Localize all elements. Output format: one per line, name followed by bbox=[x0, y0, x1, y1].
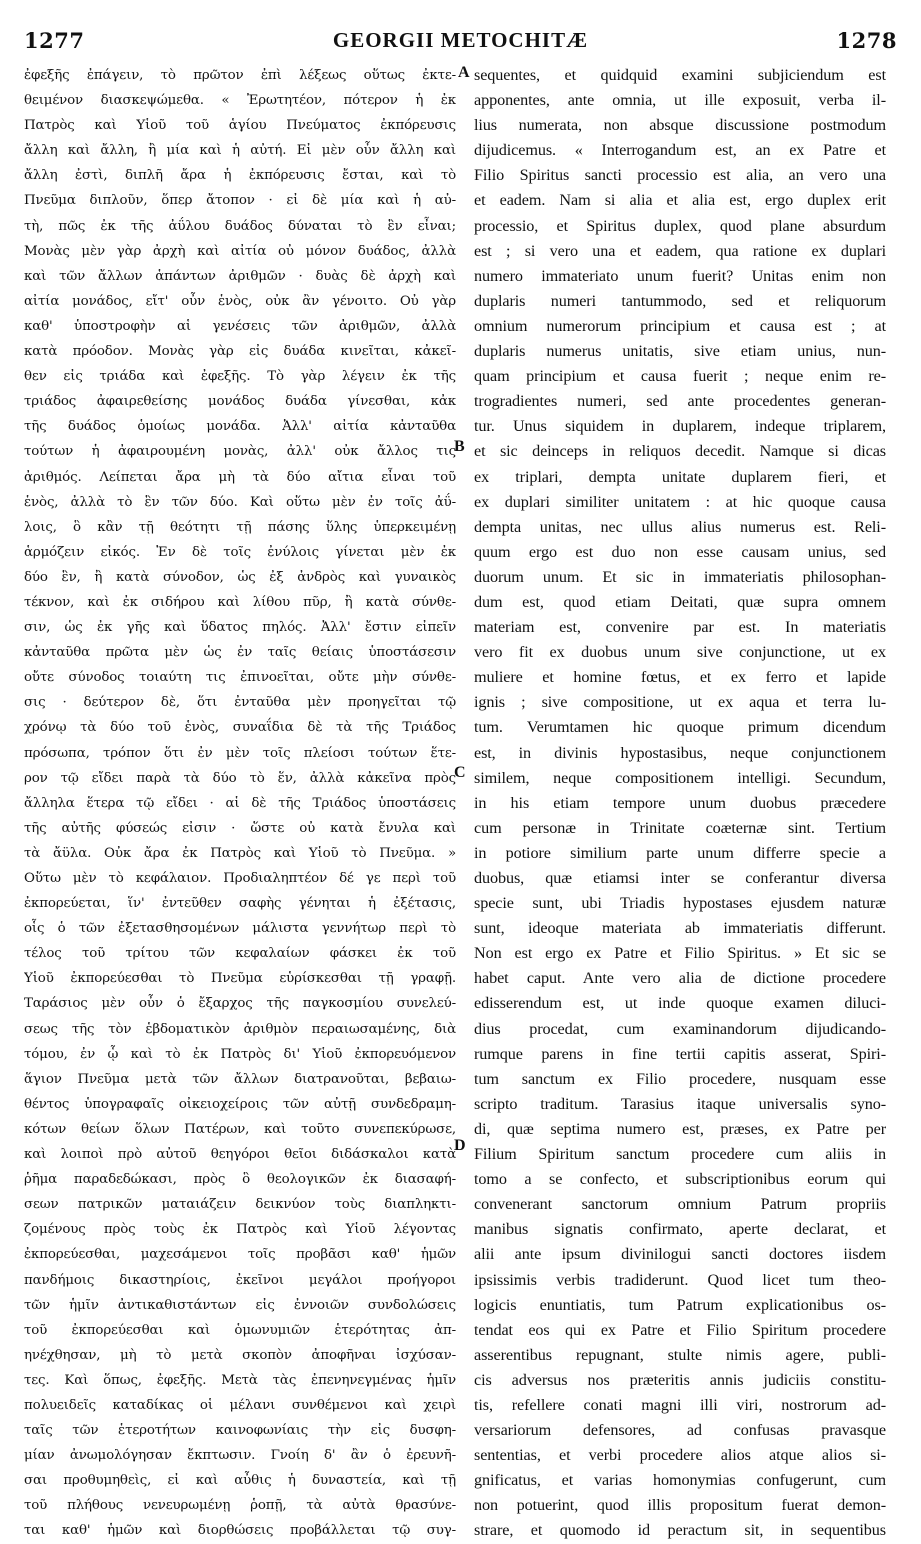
greek-text-line: ῥῆμα παραδεδώκασι, πρὸς ὃ θεολογικῶν ἐκ διασαφή- bbox=[24, 1172, 456, 1188]
latin-text-line: tis, refellere conati magni illi viri, nostrorum ad- bbox=[474, 1395, 886, 1414]
greek-text-line: ζομένους πρὸς τοὺς ἐκ Πατρὸς καὶ Υἱοῦ λέγοντας bbox=[24, 1222, 456, 1238]
margin-marker-b: B bbox=[454, 438, 465, 455]
greek-text-line: οἷς ὁ τῶν ἐξετασθησομένων μάλιστα γεννήτωρ περὶ τὸ bbox=[24, 921, 456, 937]
greek-text-line: κατὰ πρόοδον. Μονὰς γὰρ εἰς δυάδα κινεῖται, κἀκεῖ- bbox=[24, 344, 456, 360]
greek-text-line: ἀριθμός. Λείπεται ἄρα μὴ τὰ δύο αἴτια εἶναι τοῦ bbox=[24, 469, 456, 485]
latin-text-line: trogradientes numeri, sed ante procedentes generan- bbox=[474, 392, 886, 411]
greek-text-line: ταῖς τῶν ἑτεροτήτων καινοφωνίαις τὴν εἰς δυσφη- bbox=[24, 1423, 456, 1439]
latin-text-line: tendat eos qui ex Patre et Filio Spiritum procedere bbox=[474, 1320, 886, 1339]
greek-text-line: πανδήμοις δικαστηρίοις, ἐκεῖνοι μεγάλοι προήγοροι bbox=[24, 1272, 456, 1288]
greek-text-line: τὴ, πῶς ἐκ τῆς ἀΰλου δυάδος δύναται τὸ ἓν εἶναι; bbox=[24, 218, 456, 234]
latin-text-line: logicis enuntiatis, tum Patrum explicationibus os- bbox=[474, 1295, 886, 1314]
greek-text-line: τες. Καὶ ὅπως, ἐφεξῆς. Μετὰ τὰς ἐπενηνεγμένας ἡμῖν bbox=[24, 1372, 456, 1388]
latin-text-line: alii ante ipsum divinilogui sancti doctores iisdem bbox=[474, 1245, 886, 1264]
greek-text-line: χρόνῳ τὰ δύο τοῦ ἑνὸς, συναΐδια δὲ τὰ τῆς Τριάδος bbox=[24, 720, 456, 736]
greek-text-line: τοῦ ἐκπορεύεσθαι καὶ ὁμωνυμιῶν ἑτερότητας ἀπ- bbox=[24, 1322, 456, 1338]
latin-text-line: materiam est, convenire par est. In materiatis bbox=[474, 618, 886, 637]
latin-text-line: di, quæ septima numero est, præses, ex Patre per bbox=[474, 1119, 886, 1138]
latin-text-line: est ; si vero una et eadem, qua ratione ex duplari bbox=[474, 241, 886, 260]
greek-text-line: Πνεῦμα διπλοῦν, ὅπερ ἄτοπον · εἰ δὲ μία καὶ ἡ αὐ- bbox=[24, 193, 456, 209]
greek-text-line: οὔτε σύνοδος τοιαύτη τις ἐπινοεῖται, οὔτε μὴν σύνθε- bbox=[24, 670, 456, 686]
greek-text-line: τέλος τοῦ τρίτου τῶν κεφαλαίων φάσκει ἐκ τοῦ bbox=[24, 946, 456, 962]
latin-text-line: cis adversus nos præteritis annis judiciis constitu- bbox=[474, 1370, 886, 1389]
greek-text-line: τριάδος ἀφαιρεθείσης μονάδος δυάδα γίνεσθαι, κἀκ bbox=[24, 394, 456, 410]
latin-text-line: ipsissimis verbis tradiderunt. Quod licet tum theo- bbox=[474, 1270, 886, 1289]
latin-text-line: ex triplari, dempta unitate duplarem fieri, et bbox=[474, 467, 886, 486]
greek-text-line: καὶ λοιποὶ πρὸ αὐτοῦ θεηγόροι θεῖοι διδάσκαλοι κατὰ bbox=[24, 1147, 456, 1163]
latin-text-line: omnium numerorum principium et causa est ; at bbox=[474, 316, 886, 335]
latin-text-line: manibus signatis confirmato, aperte declarat, et bbox=[474, 1220, 886, 1239]
latin-text-line: muliere et homine fœtus, et ex ferro et lapide bbox=[474, 668, 886, 687]
latin-text-line: sententias, et verbi procedere alios atque alios si- bbox=[474, 1446, 886, 1465]
greek-text-line: τόμου, ἐν ᾧ καὶ τὸ ἐκ Πατρὸς δι' Υἱοῦ ἐκπορευόμενον bbox=[24, 1046, 456, 1062]
greek-text-line: θεν εἰς τριάδα καὶ ἐφεξῆς. Τὸ γὰρ λέγειν ἐκ τῆς bbox=[24, 369, 456, 385]
latin-text-line: dum est, quod etiam Deitati, quæ supra omnem bbox=[474, 592, 886, 611]
latin-text-line: numero immateriato unum fuerit? Unitas enim non bbox=[474, 266, 886, 285]
greek-text-line: Οὕτω μὲν τὸ κεφάλαιον. Προδιαληπτέον δέ γε περὶ τοῦ bbox=[24, 871, 456, 886]
margin-marker-c: C bbox=[454, 764, 466, 781]
latin-text-line: ignis ; sive compositione, ut ex aqua et terra lu- bbox=[474, 693, 886, 712]
latin-text-line: duorum unum. Et sic in immateriatis philosophan- bbox=[474, 567, 886, 586]
greek-text-line: κότων θείων ὅλων Πατέρων, καὶ τοῦτο συνεπεκύρωσε, bbox=[24, 1121, 456, 1137]
latin-text-line: edisserendum est, ut inde quoque examen diluci- bbox=[474, 994, 886, 1013]
greek-text-line: θειμένον διασκεψώμεθα. « Ἐρωτητέον, πότερον ἡ ἐκ bbox=[24, 93, 456, 109]
left-page-number: 1277 bbox=[24, 28, 85, 53]
latin-text-line: est, in divinis hypostasibus, neque conjunctionem bbox=[474, 743, 886, 762]
greek-text-line: καὶ τῶν ἄλλων ἁπάντων ἀριθμῶν · δυὰς δὲ ἀρχὴ καὶ bbox=[24, 268, 456, 284]
greek-text-line: σεως τῆς τὸν ἑβδοματικὸν ἀριθμὸν περαιωσαμένης, διὰ bbox=[24, 1021, 456, 1037]
page-header bbox=[0, 28, 921, 62]
greek-text-line: πρόσωπα, τρόπον ὅτι ἐν μὲν τοῖς πλείοσι τούτων ἕτε- bbox=[24, 745, 456, 761]
greek-text-line: Πατρὸς καὶ Υἱοῦ τοῦ ἁγίου Πνεύματος ἐκπόρευσις bbox=[24, 118, 456, 134]
greek-text-line: πολυειδεῖς καταδίκας οἱ μέλανι συνθέμενοι καὶ χειρὶ bbox=[24, 1397, 456, 1413]
latin-text-line: Non est ergo ex Patre et Filio Spiritus. » Et sic se bbox=[474, 944, 886, 963]
greek-text-line: τῆς αὐτῆς φύσεώς εἰσιν · ὥστε οὐ κατὰ ἔνυλα καὶ bbox=[24, 820, 456, 836]
greek-text-line: τῆς δυάδος ὁμοίως μονάδα. Ἀλλ' αἰτία κἀνταῦθα bbox=[24, 419, 456, 435]
latin-text-line: et sic deinceps in reliquos decedit. Namque si dicas bbox=[474, 442, 886, 461]
greek-text-line: ἁρμόζειν εἰκός. Ἐν δὲ τοῖς ἐνύλοις γίνεται μὲν ἐκ bbox=[24, 544, 456, 560]
latin-text-line: cum personæ in Trinitate coæternæ sint. Tertium bbox=[474, 818, 886, 837]
latin-text-line: Filio Spiritus sancti processio est alia, an vero una bbox=[474, 166, 886, 185]
greek-text-line: ἄλλη ἐστὶ, διπλῆ ἄρα ἡ ἐκπόρευσις ἔσται, καὶ τὸ bbox=[24, 168, 456, 184]
latin-text-line: tur. Unus siquidem in duplarem, indeque triplarem, bbox=[474, 417, 886, 436]
greek-text-line: δύο ἓν, ἢ κατὰ σύνοδον, ὡς ἐξ ἀνδρὸς καὶ γυναικὸς bbox=[24, 569, 456, 585]
greek-text-line: ἄλλη καὶ ἄλλη, ἢ μία καὶ ἡ αὐτή. Εἰ μὲν οὖν ἄλλη καὶ bbox=[24, 143, 456, 159]
greek-text-line: Μονὰς μὲν γὰρ ἀρχὴ καὶ αἰτία οὐ μόνον δυάδος, ἀλλὰ bbox=[24, 243, 456, 259]
latin-text-line: similem, neque compositionem intelligi. Secundum, bbox=[474, 768, 886, 787]
latin-text-line: tomo a se confecto, et subscriptionibus eorum qui bbox=[474, 1170, 886, 1189]
greek-column bbox=[24, 63, 456, 1544]
greek-text-line: ἐκπορεύεται, ἵν' ἐντεῦθεν σαφὴς γένηται ἡ ἐξέτασις, bbox=[24, 896, 456, 912]
latin-text-line: tum sanctum ex Filio procedere, nusquam esse bbox=[474, 1069, 886, 1088]
greek-text-line: κἀνταῦθα πρῶτα μὲν ὡς ἐν ταῖς θείαις ὑποστάσεσιν bbox=[24, 645, 456, 661]
latin-text-line: et eadem. Nam si alia et alia est, ergo duplex erit bbox=[474, 191, 886, 210]
greek-text-line: τέκνον, καὶ ἐκ σιδήρου καὶ λίθου πῦρ, ἢ κατὰ σύνθε- bbox=[24, 594, 456, 610]
latin-text-line: apponentes, ante omnia, ut ille exposuit, verba il- bbox=[474, 91, 886, 110]
right-page-number: 1278 bbox=[836, 28, 897, 53]
greek-text-line: σις · δεύτερον δὲ, ὅτι ἐνταῦθα μὲν προηγεῖται τῷ bbox=[24, 695, 456, 711]
latin-text-line: strare, et quomodo id peractum sit, in sequentibus bbox=[474, 1521, 886, 1540]
latin-text-line: convenerant sanctorum omnium Patrum propriis bbox=[474, 1195, 886, 1214]
greek-text-line: ται καθ' ἡμῶν καὶ διορθώσεις προβάλλεται τῷ συγ- bbox=[24, 1523, 456, 1539]
latin-text-line: lius numerata, non absque discussione postmodum bbox=[474, 116, 886, 135]
latin-text-line: habet caput. Ante vero alia de dictione procedere bbox=[474, 969, 886, 988]
latin-text-line: duplaris numerus unitatis, sive etiam unius, nun- bbox=[474, 342, 886, 361]
greek-text-line: ηνέχθησαν, μὴ τὸ μετὰ σκοπὸν ἀποφῆναι ἰσχύσαν- bbox=[24, 1347, 456, 1363]
latin-text-line: asserentibus repugnant, stulte nimis agere, publi- bbox=[474, 1345, 886, 1364]
latin-text-line: dius procedat, cum examinandorum dijudicando- bbox=[474, 1019, 886, 1038]
latin-text-line: duplaris numeri tantummodo, sed et reliquorum bbox=[474, 291, 886, 310]
latin-column bbox=[474, 63, 886, 1544]
latin-text-line: in his etiam tempore unum duobus præcedere bbox=[474, 793, 886, 812]
margin-marker-a: A bbox=[458, 64, 470, 81]
greek-text-line: τοῦ πλήθους νενευρωμένῃ ῥοπῇ, τὰ αὐτὰ θρασύνε- bbox=[24, 1498, 456, 1514]
greek-text-line: σιν, ὡς ἐκ γῆς καὶ ὕδατος πηλός. Ἀλλ' ἔστιν εἰπεῖν bbox=[24, 620, 456, 636]
latin-text-line: sunt, ideoque materiata ab immateriatis differunt. bbox=[474, 919, 886, 938]
latin-text-line: vero fit ex duobus unum sive conjunctione, ut ex bbox=[474, 643, 886, 662]
greek-text-line: ἅγιον Πνεῦμα μετὰ τῶν ἄλλων διατρανοῦται, βεβαιω- bbox=[24, 1071, 456, 1087]
latin-text-line: quum ergo est duo non esse causam unius, sed bbox=[474, 542, 886, 561]
latin-text-line: gnificatus, et varias homonymias confugerunt, cum bbox=[474, 1471, 886, 1490]
latin-text-line: in potiore similium parte unum differre specie a bbox=[474, 843, 886, 862]
latin-text-line: sequentes, et quidquid examini subjiciendum est bbox=[474, 66, 886, 84]
running-title: GEORGII METOCHITÆ bbox=[332, 28, 589, 52]
greek-text-line: Υἱοῦ ἐκπορεύεσθαι τὸ Πνεῦμα εὑρίσκεσθαι τῇ γραφῇ. bbox=[24, 971, 456, 987]
latin-text-line: specie sunt, ubi Triadis hypostases ejusdem naturæ bbox=[474, 894, 886, 913]
greek-text-line: ἄλληλα ἕτερα τῷ εἴδει · αἱ δὲ τῆς Τριάδος ὑποστάσεις bbox=[24, 795, 456, 811]
greek-text-line: τῶν ἡμῖν ἀντικαθιστάντων εἰς ἐννοιῶν συνδολώσεις bbox=[24, 1297, 456, 1313]
greek-text-line: ἑνὸς, ἀλλὰ τὸ ἓν τῶν δύο. Καὶ οὕτω μὲν ἐν τοῖς ἀΰ- bbox=[24, 494, 456, 510]
greek-text-line: τὰ ἄϋλα. Οὐκ ἄρα ἐκ Πατρὸς καὶ Υἱοῦ τὸ Πνεῦμα. » bbox=[24, 845, 456, 861]
latin-text-line: non potuerint, quod illis propositum fuerat demon- bbox=[474, 1496, 886, 1515]
greek-text-line: ρον τῷ εἴδει παρὰ τὰ δύο τὸ ἕν, ἀλλὰ κἀκεῖνα πρὸς bbox=[24, 770, 456, 786]
greek-text-line: καθ' ὑποστροφὴν αἱ γενέσεις τῶν ἀριθμῶν, ἀλλὰ bbox=[24, 318, 456, 334]
latin-text-line: duobus, quæ etiamsi inter se conferantur diversa bbox=[474, 869, 886, 887]
greek-text-line: αἰτία μονάδος, εἴτ' οὖν ἑνὸς, οὐκ ἂν γένοιτο. Οὐ γὰρ bbox=[24, 293, 456, 309]
latin-text-line: dempta unitas, nec ullus alius numerus est. Reli- bbox=[474, 517, 886, 536]
latin-text-line: tum. Verumtamen hic quoque primum dicendum bbox=[474, 718, 886, 737]
greek-text-line: τούτων ἡ ἀφαιρουμένη μονὰς, ἀλλ' οὐκ ἄλλος τις bbox=[24, 444, 456, 460]
greek-text-line: σαι προθυμηθεὶς, εἰ καὶ αὖθις ἡ δυναστεία, καὶ τῇ bbox=[24, 1473, 456, 1489]
latin-text-line: scripto traditum. Tarasius itaque universalis syno- bbox=[474, 1094, 886, 1113]
greek-text-line: ἐκπορεύεσθαι, μαχεσάμενοι τοῖς προβᾶσι καθ' ἡμῶν bbox=[24, 1247, 456, 1263]
latin-text-line: processio, et Spiritus duplex, quod plane absurdum bbox=[474, 216, 886, 235]
greek-text-line: σεων πατρικῶν ματαιάζειν δεικνύον τοὺς διαπληκτι- bbox=[24, 1197, 456, 1213]
latin-text-line: quam principium et causa fuerit ; neque enim re- bbox=[474, 367, 886, 386]
margin-marker-d: D bbox=[454, 1137, 466, 1154]
greek-text-line: Ταράσιος μὲν οὖν ὁ ἔξαρχος τῆς παγκοσμίου συνελεύ- bbox=[24, 996, 456, 1012]
latin-text-line: dijudicemus. « Interrogandum est, an ex Patre et bbox=[474, 141, 886, 160]
latin-text-line: versariorum defensores, ad confusas pravasque bbox=[474, 1421, 886, 1440]
greek-text-line: λοις, ὃ κἂν τῇ θεότητι τῇ πάσης ὕλης ὑπερκειμένῃ bbox=[24, 519, 456, 535]
latin-text-line: ex duplari similiter unitatem : at hic quoque causa bbox=[474, 492, 886, 511]
greek-text-line: μίαν ἀνωμολόγησαν ἔκπτωσιν. Γνοίη δ' ἂν ὁ ἐρευνῆ- bbox=[24, 1448, 456, 1464]
latin-text-line: rumque parens in fine tertii capitis asserat, Spiri- bbox=[474, 1044, 886, 1063]
greek-text-line: θέντος ὑπογραφαῖς οἰκειοχείροις τῶν αὐτῇ συνδεδραμη- bbox=[24, 1096, 456, 1112]
greek-text-line: ἐφεξῆς ἐπάγειν, τὸ πρῶτον ἐπὶ λέξεως οὕτως ἐκτε- bbox=[24, 68, 456, 83]
latin-text-line: Filium Spiritum sanctum procedere cum aliis in bbox=[474, 1145, 886, 1164]
